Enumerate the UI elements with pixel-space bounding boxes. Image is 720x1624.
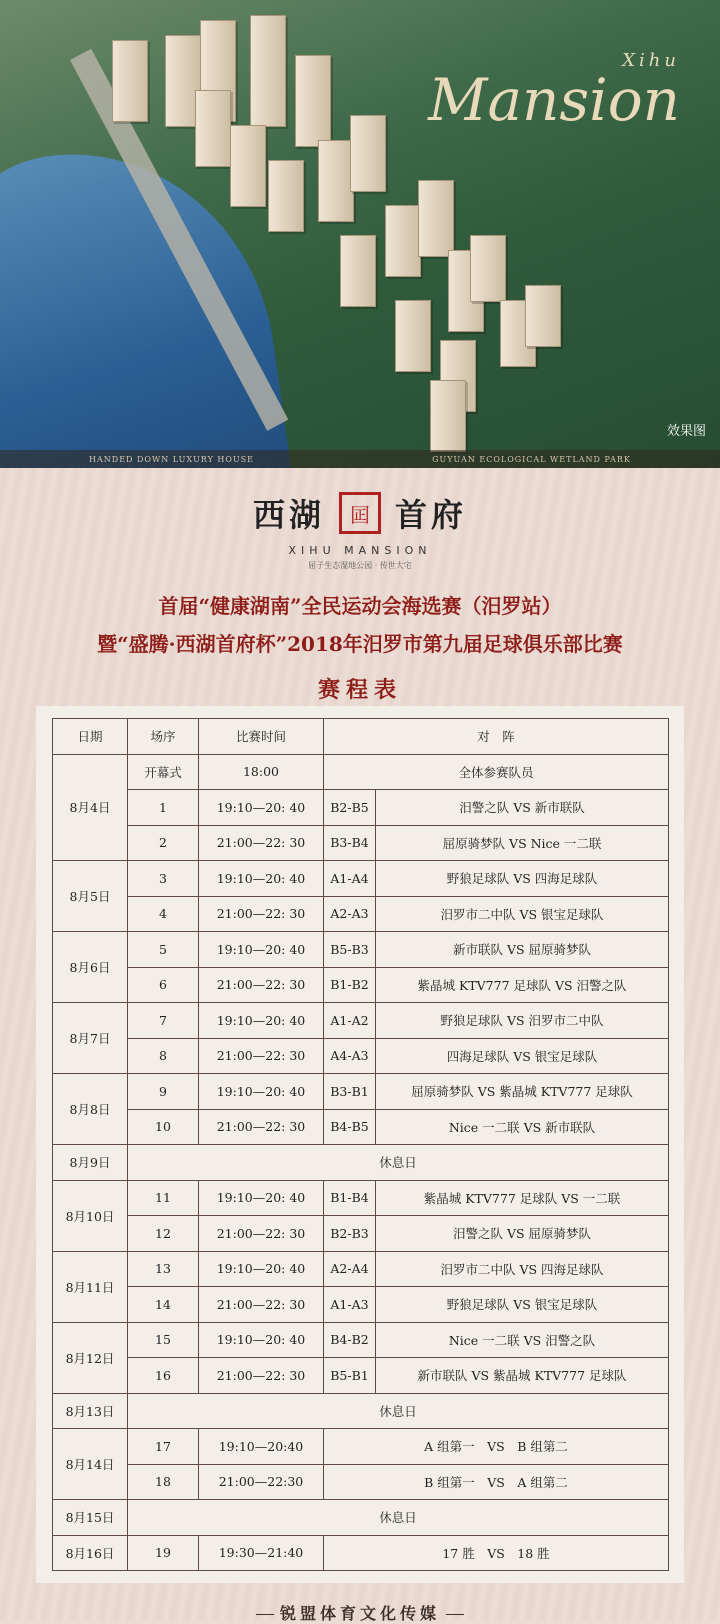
cell-rest-day: 休息日	[128, 1500, 669, 1536]
cell-group: A1-A3	[324, 1287, 376, 1323]
cell-match: 汨罗市二中队 VS 银宝足球队	[376, 896, 669, 932]
cell-group: A4-A3	[324, 1038, 376, 1074]
cell-rest-day: 休息日	[128, 1393, 669, 1429]
cell-time: 21:00—22: 30	[199, 967, 324, 1003]
cell-seq: 8	[128, 1038, 199, 1074]
logo-tagline: 屈子生态湿地公园 · 传世大宅	[308, 561, 412, 570]
header-seq: 场序	[128, 719, 199, 755]
cell-match: 屈原骑梦队 VS 紫晶城 KTV777 足球队	[376, 1074, 669, 1110]
cell-seq: 14	[128, 1287, 199, 1323]
table-row	[53, 825, 669, 861]
logo	[0, 488, 720, 538]
schedule-title: 赛程表	[317, 677, 402, 703]
cell-seq: 1	[128, 790, 199, 826]
cell-match: 紫晶城 KTV777 足球队 VS 一二联	[376, 1180, 669, 1216]
cell-seq: 2	[128, 825, 199, 861]
table-row	[53, 1109, 669, 1145]
cell-seq: 7	[128, 1003, 199, 1039]
cell-time: 21:00—22: 30	[199, 896, 324, 932]
cell-seq: 13	[128, 1251, 199, 1287]
cell-time: 19:10—20: 40	[199, 1322, 324, 1358]
cell-date: 8月5日	[53, 861, 128, 932]
table-row	[53, 1003, 669, 1039]
cell-match: 紫晶城 KTV777 足球队 VS 汨警之队	[376, 967, 669, 1003]
table-row	[53, 932, 669, 968]
cell-time: 21:00—22: 30	[199, 825, 324, 861]
cell-seq: 6	[128, 967, 199, 1003]
logo-name-left: 西湖	[252, 496, 325, 534]
tower-building	[295, 55, 331, 147]
logo-name-right: 首府	[395, 496, 468, 534]
tower-building	[268, 160, 304, 232]
cell-match: 四海足球队 VS 银宝足球队	[376, 1038, 669, 1074]
cell-match: 屈原骑梦队 VS Nice 一二联	[376, 825, 669, 861]
tower-building	[195, 90, 231, 167]
cell-seq: 10	[128, 1109, 199, 1145]
cell-date: 8月13日	[53, 1393, 128, 1429]
cell-group: B5-B3	[324, 932, 376, 968]
cell-time: 21:00—22: 30	[199, 1109, 324, 1145]
table-row	[53, 1216, 669, 1252]
tower-building	[318, 140, 354, 222]
table-row	[53, 1322, 669, 1358]
table-row	[53, 861, 669, 897]
cell-rest-day: 休息日	[128, 1145, 669, 1181]
cell-group: B4-B5	[324, 1109, 376, 1145]
table-row	[53, 1145, 669, 1181]
tower-building	[340, 235, 376, 307]
cell-seq: 12	[128, 1216, 199, 1252]
cell-time: 19:10—20:40	[199, 1429, 324, 1465]
cell-match: 野狼足球队 VS 四海足球队	[376, 861, 669, 897]
cell-date: 8月14日	[53, 1429, 128, 1500]
cell-match: A 组第一 VS B 组第二	[324, 1429, 669, 1465]
schedule-table-box	[36, 706, 684, 1583]
header-time: 比赛时间	[199, 719, 324, 755]
cell-group: B3-B4	[324, 825, 376, 861]
cell-group: B1-B2	[324, 967, 376, 1003]
tower-building	[470, 235, 506, 302]
schedule-rows	[53, 754, 669, 1571]
cell-seq: 17	[128, 1429, 199, 1465]
cell-seq: 4	[128, 896, 199, 932]
table-row	[53, 1180, 669, 1216]
cell-group: B1-B4	[324, 1180, 376, 1216]
table-row	[53, 1535, 669, 1571]
cell-match: 新市联队 VS 屈原骑梦队	[376, 932, 669, 968]
tower-building	[395, 300, 431, 372]
cell-time: 19:10—20: 40	[199, 1074, 324, 1110]
tower-building	[430, 380, 466, 452]
table-row	[53, 1429, 669, 1465]
table-row	[53, 754, 669, 790]
table-row	[53, 967, 669, 1003]
cell-seq: 18	[128, 1464, 199, 1500]
logo-mark-icon: 囸	[339, 492, 381, 534]
hero-strip-left: HANDED DOWN LUXURY HOUSE	[89, 454, 255, 464]
cell-time: 21:00—22: 30	[199, 1216, 324, 1252]
cell-time: 21:00—22:30	[199, 1464, 324, 1500]
cell-match: Nice 一二联 VS 新市联队	[376, 1109, 669, 1145]
footer-credit: 锐盟体育文化传媒	[0, 1601, 720, 1624]
cell-date: 8月16日	[53, 1535, 128, 1571]
cell-match: B 组第一 VS A 组第二	[324, 1464, 669, 1500]
cell-date: 8月6日	[53, 932, 128, 1003]
table-row	[53, 1393, 669, 1429]
cell-date: 8月11日	[53, 1251, 128, 1322]
cell-group: B3-B1	[324, 1074, 376, 1110]
header-match: 对 阵	[324, 719, 669, 755]
cell-time: 19:10—20: 40	[199, 1180, 324, 1216]
tower-building	[112, 40, 148, 122]
cell-seq: 5	[128, 932, 199, 968]
cell-match: 野狼足球队 VS 汨罗市二中队	[376, 1003, 669, 1039]
cell-time: 19:10—20: 40	[199, 932, 324, 968]
cell-seq: 19	[128, 1535, 199, 1571]
tower-building	[230, 125, 266, 207]
header-date: 日期	[53, 719, 128, 755]
table-row	[53, 1038, 669, 1074]
hero-rendering-image	[0, 0, 720, 468]
cell-seq: 11	[128, 1180, 199, 1216]
cell-match: 汨警之队 VS 屈原骑梦队	[376, 1216, 669, 1252]
cell-match: 新市联队 VS 紫晶城 KTV777 足球队	[376, 1358, 669, 1394]
table-row	[53, 1287, 669, 1323]
hero-caption: 效果图	[666, 424, 706, 439]
cell-match: 汨警之队 VS 新市联队	[376, 790, 669, 826]
cell-group: A2-A4	[324, 1251, 376, 1287]
cell-date: 8月7日	[53, 1003, 128, 1074]
cell-group: B2-B5	[324, 790, 376, 826]
cell-seq: 开幕式	[128, 754, 199, 790]
cell-match: 17 胜 VS 18 胜	[324, 1535, 669, 1571]
cell-group: B2-B3	[324, 1216, 376, 1252]
table-row	[53, 790, 669, 826]
hero-strip-right: GUYUAN ECOLOGICAL WETLAND PARK	[432, 454, 631, 464]
cell-time: 19:30—21:40	[199, 1535, 324, 1571]
hero-brand-small: Xihu	[622, 50, 680, 71]
cell-time: 21:00—22: 30	[199, 1287, 324, 1323]
cell-time: 19:10—20: 40	[199, 861, 324, 897]
headline-line-1: 首届“健康湖南”全民运动会海选赛（汨罗站）	[158, 594, 562, 618]
cell-seq: 15	[128, 1322, 199, 1358]
tower-building	[525, 285, 561, 347]
headline-line-2: 暨“盛腾·西湖首府杯”2018年汨罗市第九届足球俱乐部比赛	[97, 632, 623, 656]
tower-building	[250, 15, 286, 127]
tower-building	[350, 115, 386, 192]
schedule-panel	[0, 468, 720, 1621]
cell-group: A2-A3	[324, 896, 376, 932]
cell-group: B4-B2	[324, 1322, 376, 1358]
table-row	[53, 1074, 669, 1110]
cell-group: A1-A4	[324, 861, 376, 897]
cell-match: 汨罗市二中队 VS 四海足球队	[376, 1251, 669, 1287]
table-row	[53, 1358, 669, 1394]
cell-group: B5-B1	[324, 1358, 376, 1394]
hero-brand	[428, 50, 680, 134]
cell-date: 8月9日	[53, 1145, 128, 1181]
cell-group: A1-A2	[324, 1003, 376, 1039]
cell-date: 8月12日	[53, 1322, 128, 1393]
table-row	[53, 1251, 669, 1287]
cell-date: 8月15日	[53, 1500, 128, 1536]
cell-match: Nice 一二联 VS 汨警之队	[376, 1322, 669, 1358]
cell-time: 19:10—20: 40	[199, 1251, 324, 1287]
schedule-table	[52, 718, 669, 1571]
cell-seq: 9	[128, 1074, 199, 1110]
hero-brand-big: Mansion	[428, 66, 680, 134]
cell-seq: 3	[128, 861, 199, 897]
table-header-row	[53, 719, 669, 755]
cell-time: 19:10—20: 40	[199, 790, 324, 826]
cell-match: 全体参赛队员	[324, 754, 669, 790]
cell-date: 8月4日	[53, 754, 128, 861]
cell-time: 21:00—22: 30	[199, 1038, 324, 1074]
cell-time: 21:00—22: 30	[199, 1358, 324, 1394]
cell-seq: 16	[128, 1358, 199, 1394]
cell-match: 野狼足球队 VS 银宝足球队	[376, 1287, 669, 1323]
cell-date: 8月10日	[53, 1180, 128, 1251]
cell-time: 18:00	[199, 754, 324, 790]
hero-strip	[0, 450, 720, 468]
tower-building	[385, 205, 421, 277]
table-row	[53, 1500, 669, 1536]
table-row	[53, 1464, 669, 1500]
cell-time: 19:10—20: 40	[199, 1003, 324, 1039]
logo-english: XIHU MANSION	[288, 544, 432, 557]
tower-building	[418, 180, 454, 257]
table-row	[53, 896, 669, 932]
cell-date: 8月8日	[53, 1074, 128, 1145]
